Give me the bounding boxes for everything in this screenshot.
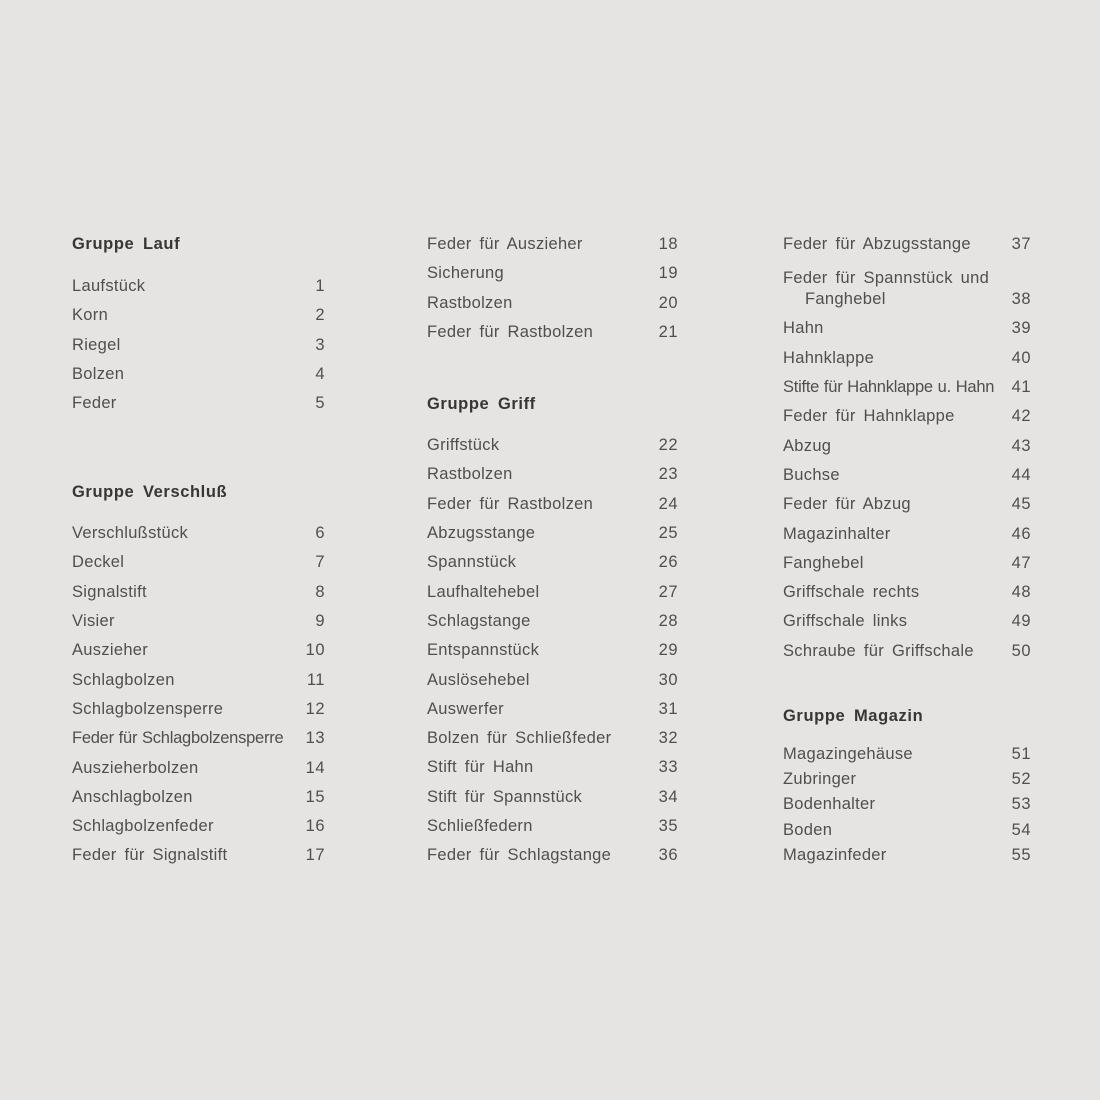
parts-list xyxy=(72,272,325,418)
part-number: 36 xyxy=(658,846,678,865)
part-row xyxy=(72,519,325,548)
part-label: Laufstück xyxy=(72,277,146,296)
part-label: Schraube für Griffschale xyxy=(783,641,974,660)
part-row xyxy=(427,289,678,318)
part-label: Bodenhalter xyxy=(783,795,876,814)
part-number: 54 xyxy=(1011,820,1031,839)
part-number: 28 xyxy=(658,611,678,630)
part-row xyxy=(427,318,678,347)
part-number: 39 xyxy=(1011,319,1031,338)
part-row xyxy=(783,843,1031,868)
part-number: 32 xyxy=(658,729,678,748)
part-label: Stifte für Hahnklappe u. Hahn xyxy=(783,378,995,397)
part-number: 38 xyxy=(1011,289,1031,308)
part-number: 31 xyxy=(658,699,678,718)
part-row xyxy=(72,636,325,665)
part-row xyxy=(783,818,1031,843)
section-header: Gruppe Lauf xyxy=(72,234,181,253)
part-row xyxy=(427,607,678,636)
part-label: Feder xyxy=(72,394,117,413)
part-label: Deckel xyxy=(72,553,125,572)
part-row xyxy=(72,360,325,389)
part-number: 24 xyxy=(658,494,678,513)
part-label: Feder für Rastbolzen xyxy=(427,323,594,342)
part-row xyxy=(427,460,678,489)
part-row xyxy=(783,230,1031,259)
part-row xyxy=(427,753,678,782)
part-number: 48 xyxy=(1011,583,1031,602)
part-number: 40 xyxy=(1011,348,1031,367)
part-label: Magazingehäuse xyxy=(783,745,913,764)
part-row xyxy=(72,548,325,577)
part-row xyxy=(783,314,1031,343)
part-number: 12 xyxy=(305,699,325,718)
part-number: 1 xyxy=(315,277,325,296)
part-number: 6 xyxy=(315,524,325,543)
part-number: 44 xyxy=(1011,465,1031,484)
part-number: 7 xyxy=(315,553,325,572)
part-label: Riegel xyxy=(72,335,121,354)
part-label: Bolzen xyxy=(72,365,125,384)
part-number: 42 xyxy=(1011,407,1031,426)
part-row xyxy=(783,607,1031,636)
part-number: 19 xyxy=(658,264,678,283)
part-number: 5 xyxy=(315,394,325,413)
part-number: 3 xyxy=(315,335,325,354)
part-row xyxy=(783,519,1031,548)
part-number: 13 xyxy=(305,729,325,748)
part-row xyxy=(783,402,1031,431)
part-number: 23 xyxy=(658,465,678,484)
part-row xyxy=(72,578,325,607)
part-number: 26 xyxy=(658,553,678,572)
part-number: 46 xyxy=(1011,524,1031,543)
part-label: Verschlußstück xyxy=(72,524,189,543)
parts-list xyxy=(427,230,678,347)
part-label: Schlagstange xyxy=(427,611,531,630)
part-label: Sicherung xyxy=(427,264,504,283)
part-row xyxy=(783,259,1031,314)
part-row xyxy=(427,548,678,577)
part-label: Schlagbolzensperre xyxy=(72,699,224,718)
column-left xyxy=(72,0,325,1100)
part-row xyxy=(72,753,325,782)
part-label: Abzugsstange xyxy=(427,524,536,543)
part-row xyxy=(427,490,678,519)
part-number: 10 xyxy=(305,641,325,660)
part-number: 34 xyxy=(658,787,678,806)
part-label: Auslösehebel xyxy=(427,670,530,689)
part-number: 4 xyxy=(315,365,325,384)
part-number: 30 xyxy=(658,670,678,689)
section-header: Gruppe Magazin xyxy=(783,706,924,725)
part-number: 43 xyxy=(1011,436,1031,455)
part-label: Bolzen für Schließfeder xyxy=(427,729,612,748)
part-number: 11 xyxy=(306,670,325,689)
part-label: Stift für Hahn xyxy=(427,758,534,777)
part-number: 41 xyxy=(1011,378,1031,397)
part-label: Magazinfeder xyxy=(783,845,887,864)
column-right xyxy=(783,0,1031,1100)
part-row xyxy=(427,230,678,259)
part-label xyxy=(783,268,989,310)
part-label-line2: Fanghebel xyxy=(805,289,886,308)
part-row xyxy=(72,724,325,753)
part-label: Magazinhalter xyxy=(783,524,891,543)
part-number: 45 xyxy=(1011,495,1031,514)
part-row xyxy=(427,577,678,606)
part-number: 37 xyxy=(1011,235,1031,254)
part-label: Schlagbolzenfeder xyxy=(72,817,214,836)
section-header: Gruppe Griff xyxy=(427,394,536,413)
part-row xyxy=(427,259,678,288)
part-label: Auszieher xyxy=(72,641,149,660)
part-label: Korn xyxy=(72,306,109,325)
part-row xyxy=(783,742,1031,767)
part-label: Schlagbolzen xyxy=(72,670,175,689)
part-label: Hahnklappe xyxy=(783,348,875,367)
parts-list xyxy=(427,431,678,870)
part-label: Abzug xyxy=(783,436,832,455)
part-row xyxy=(72,695,325,724)
part-label: Signalstift xyxy=(72,582,147,601)
part-label: Feder für Schlagbolzensperre xyxy=(72,729,284,748)
part-label: Feder für Auszieher xyxy=(427,235,583,254)
part-row xyxy=(72,812,325,841)
part-number: 9 xyxy=(315,612,325,631)
part-number: 33 xyxy=(658,758,678,777)
section-header: Gruppe Verschluß xyxy=(72,482,228,501)
part-number: 22 xyxy=(658,436,678,455)
part-number: 55 xyxy=(1011,845,1031,864)
part-label: Laufhaltehebel xyxy=(427,582,540,601)
parts-list xyxy=(72,519,325,871)
part-number: 35 xyxy=(658,817,678,835)
part-number: 16 xyxy=(305,817,325,836)
part-number: 2 xyxy=(315,306,325,325)
part-row xyxy=(72,665,325,694)
part-label: Feder für Abzug xyxy=(783,495,911,514)
part-label: Feder für Hahnklappe xyxy=(783,407,955,426)
part-label: Buchse xyxy=(783,465,840,484)
part-label: Auswerfer xyxy=(427,699,504,718)
part-number: 20 xyxy=(658,293,678,312)
part-row xyxy=(783,373,1031,402)
part-label: Griffschale rechts xyxy=(783,583,920,602)
part-label: Feder für Schlagstange xyxy=(427,846,612,865)
part-label: Boden xyxy=(783,820,833,839)
part-label: Rastbolzen xyxy=(427,465,513,484)
part-row xyxy=(72,301,325,330)
part-number: 21 xyxy=(658,323,678,342)
part-label: Rastbolzen xyxy=(427,293,513,312)
part-row xyxy=(427,519,678,548)
part-number: 8 xyxy=(315,582,325,601)
part-row xyxy=(427,724,678,753)
part-label: Auszieherbolzen xyxy=(72,758,199,777)
part-row xyxy=(783,637,1031,666)
part-label: Feder für Signalstift xyxy=(72,846,228,865)
part-number: 17 xyxy=(305,846,325,865)
part-row xyxy=(72,331,325,360)
part-label: Schließfedern xyxy=(427,817,533,835)
part-number: 15 xyxy=(305,787,325,806)
part-row xyxy=(72,389,325,418)
part-label: Feder für Abzugsstange xyxy=(783,235,971,254)
part-row xyxy=(427,841,678,870)
part-number: 29 xyxy=(658,641,678,660)
part-label: Spannstück xyxy=(427,553,517,572)
part-row xyxy=(783,461,1031,490)
part-row xyxy=(783,767,1031,792)
part-label: Griffschale links xyxy=(783,612,908,631)
part-label: Griffstück xyxy=(427,436,500,455)
part-row xyxy=(72,607,325,636)
part-number: 47 xyxy=(1011,553,1031,572)
parts-list xyxy=(783,742,1031,868)
part-row xyxy=(783,490,1031,519)
part-number: 27 xyxy=(658,582,678,601)
part-number: 49 xyxy=(1011,612,1031,631)
part-label: Zubringer xyxy=(783,770,857,789)
part-row xyxy=(783,431,1031,460)
part-number: 51 xyxy=(1011,745,1031,764)
part-row xyxy=(72,783,325,812)
part-row xyxy=(72,272,325,301)
parts-list xyxy=(783,230,1031,666)
part-label: Fanghebel xyxy=(783,553,864,572)
part-number: 14 xyxy=(305,758,325,777)
part-row xyxy=(427,695,678,724)
part-row xyxy=(427,812,678,841)
part-row xyxy=(427,431,678,460)
column-middle xyxy=(427,0,678,1100)
part-number: 18 xyxy=(658,235,678,254)
part-row xyxy=(427,783,678,812)
part-label: Stift für Spannstück xyxy=(427,787,583,806)
part-row xyxy=(427,665,678,694)
part-label: Entspannstück xyxy=(427,641,540,660)
part-row xyxy=(427,636,678,665)
part-number: 25 xyxy=(658,524,678,543)
part-label: Hahn xyxy=(783,319,824,338)
part-row xyxy=(783,344,1031,373)
part-row xyxy=(783,578,1031,607)
part-label: Anschlagbolzen xyxy=(72,787,193,806)
part-row xyxy=(783,792,1031,817)
part-label-line1: Feder für Spannstück und xyxy=(783,268,990,287)
part-label: Feder für Rastbolzen xyxy=(427,494,594,513)
part-row xyxy=(783,549,1031,578)
part-number: 53 xyxy=(1011,795,1031,814)
part-number: 52 xyxy=(1011,770,1031,789)
part-number: 50 xyxy=(1011,641,1031,660)
part-row xyxy=(72,841,325,870)
part-label: Visier xyxy=(72,612,115,631)
